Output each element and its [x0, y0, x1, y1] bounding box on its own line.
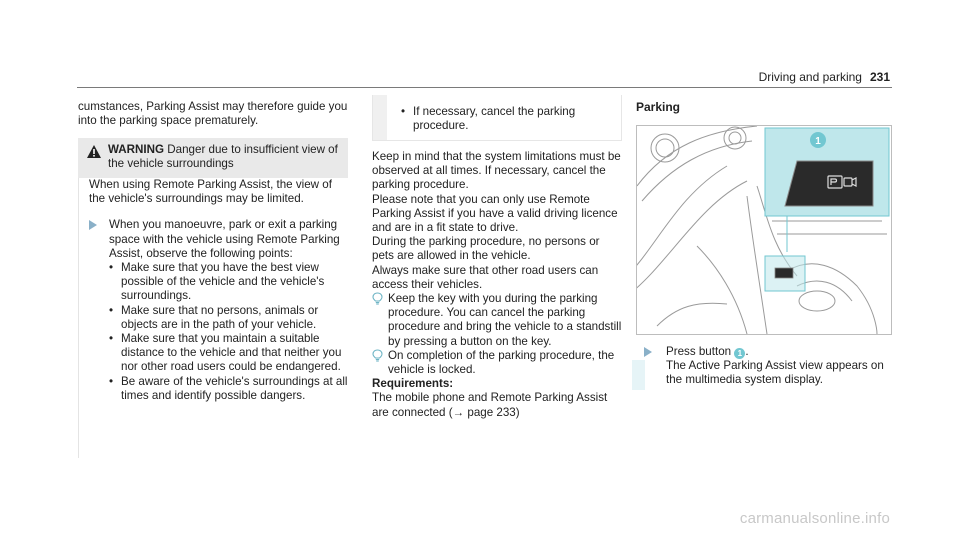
list-item: • Be aware of the vehicle's surroundings at all times and identify possible dangers. [109, 375, 349, 403]
list-item: • Make sure that you maintain a suitable distance to the vehicle and that neither you nor other road users could be endangered. [109, 332, 349, 375]
instruction-step [636, 345, 891, 388]
step-prefix: Press button [666, 345, 732, 358]
step-arrow-icon [89, 220, 97, 230]
step-result: The Active Parking Assist view appears on the multimedia system display. [666, 359, 884, 387]
center-console-drawing [637, 126, 891, 334]
running-header [759, 70, 890, 84]
section-heading: Parking [636, 100, 681, 114]
info-bulb-icon [372, 349, 383, 362]
warning-header [78, 138, 348, 178]
callout-badge [810, 132, 826, 148]
warning-sidebar [373, 95, 387, 140]
requirements-heading: Requirements: [372, 377, 454, 391]
step-arrow-icon [644, 347, 652, 357]
watermark: carmanualsonline.info [739, 510, 890, 527]
page-number: 231 [869, 70, 890, 84]
list-item: • Make sure that no persons, animals or objects are in the path of your vehicle. [109, 304, 349, 332]
info-bulb-icon [372, 292, 383, 305]
step-text [666, 345, 891, 359]
warning-title: Danger due to insufficient view of the vehicle surroundings [108, 143, 338, 171]
header-rule [77, 87, 892, 88]
note [372, 349, 622, 377]
paragraph: Keep in mind that the system limitations must be observed at all times. If necessary, cancel the parking procedure. [372, 150, 621, 192]
column-two-text [372, 150, 622, 420]
warning-step [79, 218, 349, 403]
warning-box [78, 138, 348, 458]
list-item: • Make sure that you have the best view possible of the vehicle and the vehicle's surroundings. [109, 261, 349, 304]
step-suffix: . [745, 345, 749, 358]
note-text: Keep the key with you during the parking procedure. You can cancel the parking procedure and bring the vehicle to a standstill by pressing a button on the key. [388, 292, 622, 348]
warning-label: WARNING [108, 143, 165, 156]
bullet-list [109, 261, 349, 403]
step [636, 345, 891, 388]
list-item: • If necessary, cancel the parking procedure. [401, 105, 611, 133]
section-title: Driving and parking [758, 70, 862, 84]
continued-warning-box [372, 95, 622, 141]
paragraph: During the parking procedure, no persons or pets are allowed in the vehicle. [372, 235, 600, 263]
note-text: On completion of the parking procedure, the vehicle is locked. [388, 348, 615, 377]
note [372, 292, 622, 349]
intro-paragraph: cumstances, Parking Assist may therefore guide you into the parking space prematurely. [78, 100, 348, 128]
interior-illustration [636, 125, 892, 335]
warning-text: When using Remote Parking Assist, the view of the vehicle's surroundings may be limited. [89, 178, 332, 206]
bullet-list [401, 105, 611, 133]
warning-icon [87, 145, 101, 158]
paragraph: Always make sure that other road users can access their vehicles. [372, 263, 599, 291]
svg-text:1: 1 [815, 136, 821, 147]
callout-number-badge: 1 [734, 348, 745, 359]
warning-body [78, 178, 349, 458]
requirements-text: The mobile phone and Remote Parking Assist are connected (→ page 233) [372, 391, 608, 419]
paragraph: Please note that you can only use Remote Parking Assist if you have a valid driving licence and are in a fit state to drive. [372, 192, 618, 235]
step-text: When you manoeuvre, park or exit a parking space with the vehicle using Remote Parking Assist, observe the following points: [109, 218, 340, 260]
